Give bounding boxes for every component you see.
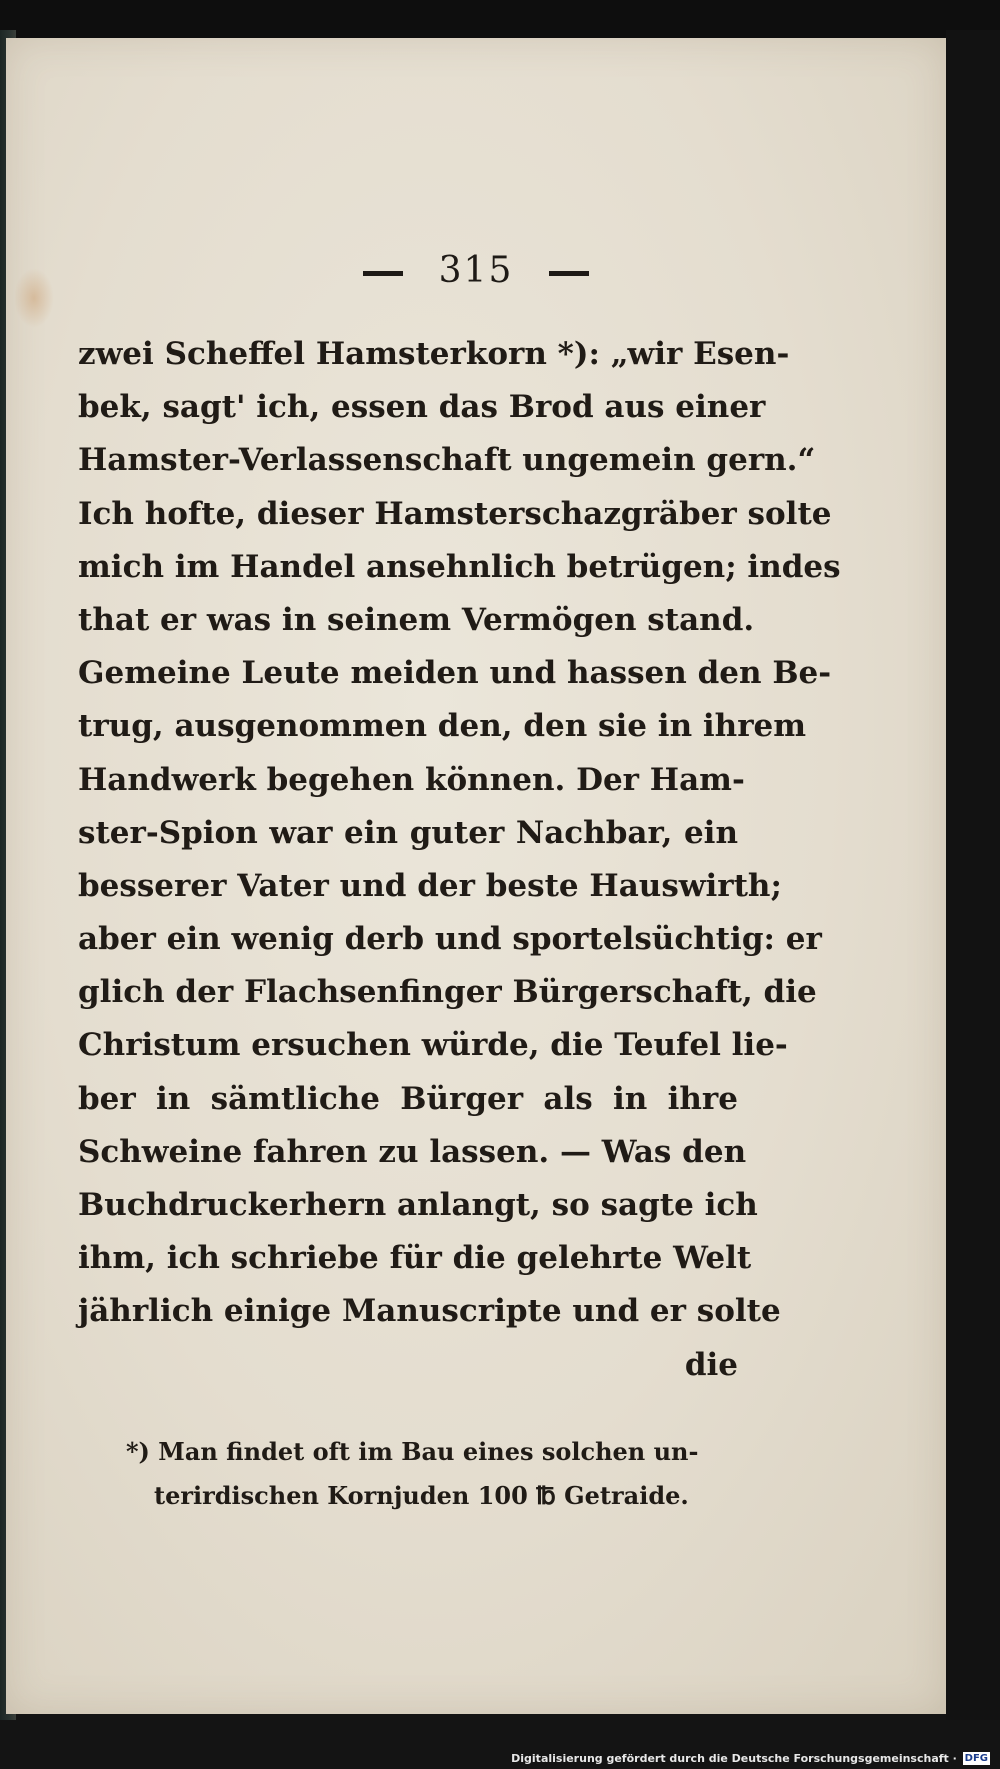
text-line: ber in sämtliche Bürger als in ihre (78, 1080, 738, 1117)
text-line: Ich hofte, dieser Hamsterschazgräber solte (78, 495, 832, 532)
scan-right-border (946, 30, 1000, 1720)
footnote-line: terirdischen Kornjuden 100 ℔ Getraide. (154, 1481, 689, 1510)
text-line: jährlich einige Manuscripte und er solte (78, 1293, 781, 1330)
footnote-line: *) Man findet oft im Bau eines solchen un- (126, 1437, 699, 1466)
page-number: 315 (438, 250, 514, 291)
text-line: Hamster-Verlassenschaft ungemein gern.“ (78, 442, 816, 479)
text-line: Schweine fahren zu lassen. — Was den (78, 1133, 747, 1170)
text-line: trug, ausgenommen den, den sie in ihrem (78, 708, 807, 745)
text-line: Gemeine Leute meiden und hassen den Be- (78, 655, 832, 692)
text-line: Buchdruckerhern anlangt, so sagte ich (78, 1187, 758, 1223)
body-text (78, 328, 841, 1392)
digitization-credit (511, 1752, 990, 1766)
catchword: die (684, 1346, 738, 1383)
text-line: that er was in seinem Vermögen stand. (78, 601, 755, 638)
text-line: mich im Handel ansehnlich betrügen; indes (78, 548, 841, 585)
text-line: besserer Vater und der beste Hauswirth; (78, 867, 782, 904)
text-line: glich der Flachsenfinger Bürgerschaft, die (78, 974, 817, 1011)
text-line: ihm, ich schriebe für die gelehrte Welt (78, 1240, 752, 1277)
header-dash-right (549, 271, 589, 276)
text-line: aber ein wenig derb und sportelsüchtig: er (78, 921, 822, 958)
text-line: bek, sagt' ich, essen das Brod aus einer (78, 389, 766, 426)
header-dash-left (363, 271, 403, 276)
dfg-logo: DFG (964, 1753, 988, 1764)
page-header (6, 250, 946, 291)
text-line: Handwerk begehen können. Der Ham- (78, 761, 745, 798)
book-page (6, 38, 946, 1714)
text-line: Christum ersuchen würde, die Teufel lie- (78, 1027, 788, 1064)
credit-text: Digitalisierung gefördert durch die Deutsche Forschungsgemeinschaft · (511, 1751, 957, 1765)
footnote (126, 1430, 699, 1518)
text-line: zwei Scheffel Hamsterkorn *): „wir Esen- (78, 336, 790, 372)
text-line: ster-Spion war ein guter Nachbar, ein (78, 814, 738, 851)
